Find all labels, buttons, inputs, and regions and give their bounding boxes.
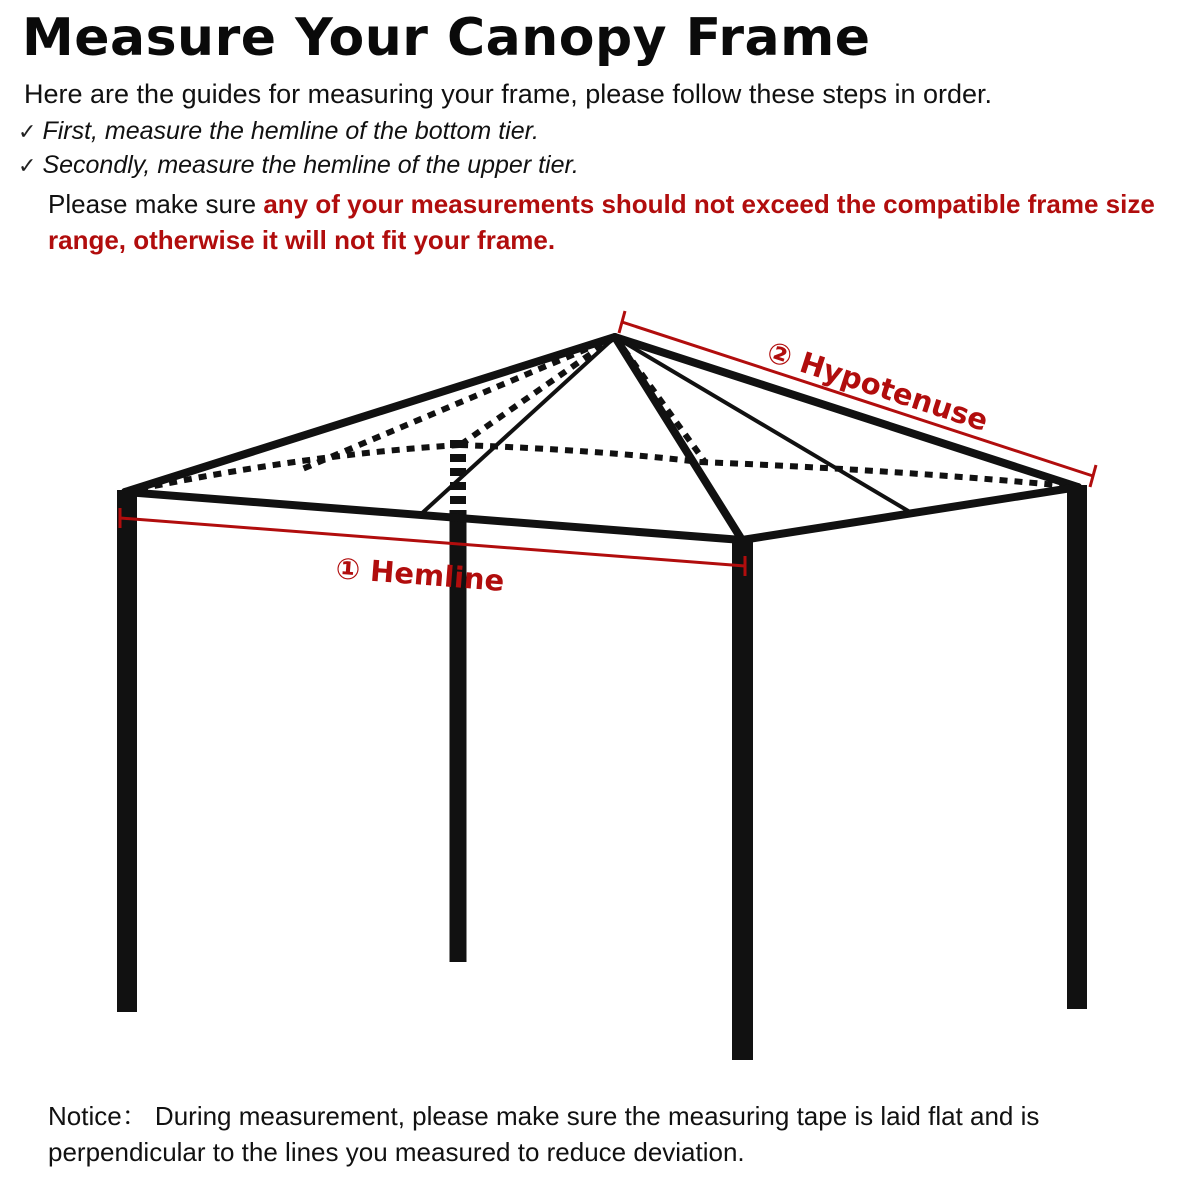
- hemline-label: ① Hemline: [334, 551, 506, 598]
- warning-highlight: any of your measurements should not exceed the compatible frame size range, otherwise it will not fit your frame.: [48, 189, 1155, 255]
- warning-prefix: Please make sure: [48, 189, 264, 219]
- page-title: Measure Your Canopy Frame: [22, 8, 871, 68]
- hypotenuse-label: ② Hypotenuse: [762, 334, 993, 438]
- right-post: [1067, 485, 1087, 1009]
- front-post: [732, 538, 753, 1060]
- step-item: [18, 117, 539, 146]
- step-item: [18, 151, 579, 180]
- warning-text: [48, 186, 1168, 258]
- check-icon: ✓: [18, 153, 37, 178]
- dotted-ring-left: [125, 445, 460, 492]
- front-beam: [125, 492, 742, 540]
- left-post: [117, 490, 137, 1012]
- step-text: Secondly, measure the hemline of the upper tier.: [42, 151, 579, 179]
- right-beam: [742, 487, 1078, 540]
- frame-posts: [117, 485, 1087, 1060]
- intro-text: Here are the guides for measuring your frame, please follow these steps in order.: [24, 79, 993, 109]
- check-icon: ✓: [18, 119, 37, 144]
- roof-beams: [125, 337, 1078, 540]
- step-text: First, measure the hemline of the bottom tier.: [42, 117, 539, 145]
- canopy-frame-diagram: [0, 290, 1200, 1080]
- notice-text: Notice： During measurement, please make sure the measuring tape is laid flat and is perpendicular to the lines you measured to reduce deviation.: [48, 1101, 1040, 1167]
- ridge-front: [615, 337, 742, 540]
- ridge-left: [125, 337, 615, 492]
